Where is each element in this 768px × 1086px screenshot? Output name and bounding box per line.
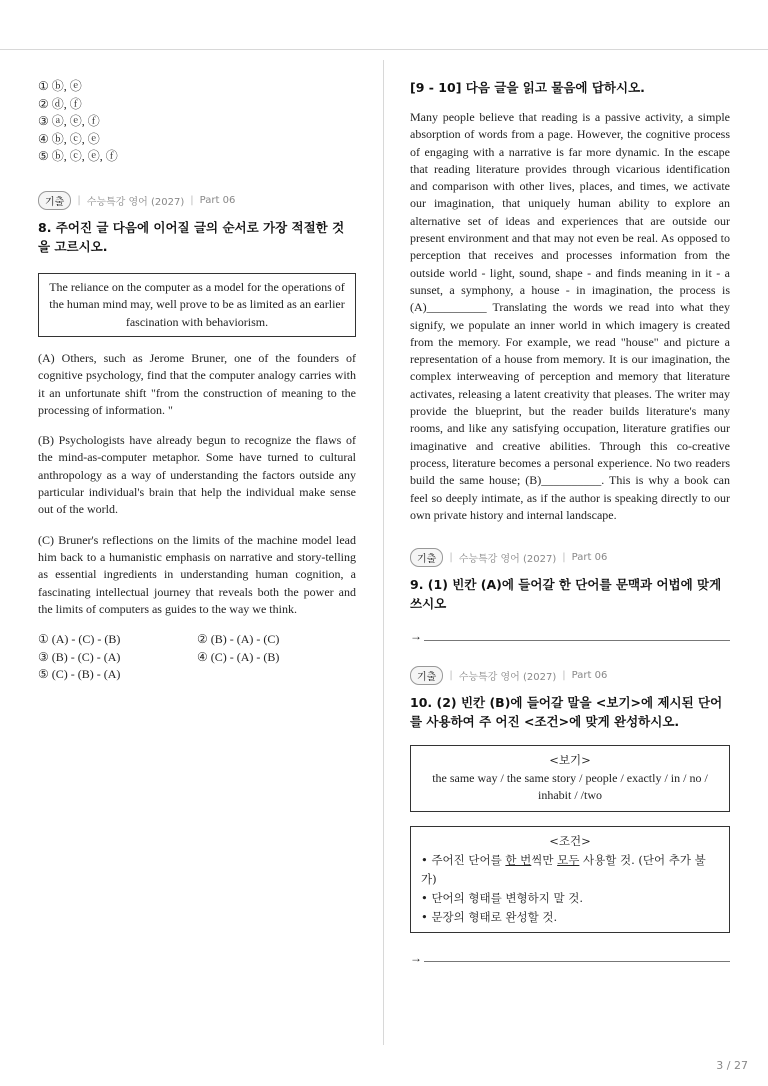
exam-tag: 기출 [410, 548, 443, 567]
previous-choices [38, 78, 356, 166]
meta-separator: | [562, 552, 566, 564]
condition-1 [421, 851, 719, 889]
meta-separator: | [449, 552, 453, 564]
choice-item: ③ ⓐ, ⓔ, ⓕ [38, 114, 100, 128]
condition-title: <조건> [549, 833, 591, 848]
q10-answer-line[interactable] [410, 951, 730, 966]
bogi-box [410, 745, 730, 812]
column-divider [383, 60, 384, 1045]
exam-tag: 기출 [38, 191, 71, 210]
meta-separator: | [77, 194, 81, 206]
q9-meta [410, 548, 730, 567]
source-label: 수능특강 영어 (2027) [86, 196, 185, 208]
source-label: 수능특강 영어 (2027) [458, 672, 557, 684]
q8-title: 8. 주어진 글 다음에 이어질 글의 순서로 가장 적절한 것을 고르시오. [38, 219, 345, 254]
answer-blank[interactable] [424, 639, 730, 641]
option-4[interactable]: ④ (C) - (A) - (B) [197, 649, 280, 664]
option-3[interactable]: ③ (B) - (C) - (A) [38, 649, 121, 664]
condition-box [410, 826, 730, 933]
q8-options [38, 631, 356, 684]
option-5[interactable]: ⑤ (C) - (B) - (A) [38, 667, 121, 682]
bogi-words: the same way / the same story / people / exactly / in / no / inhabit / /two [432, 770, 708, 803]
option-1[interactable]: ① (A) - (C) - (B) [38, 632, 121, 647]
q9-answer-line[interactable] [410, 629, 730, 644]
passage-text: Many people believe that reading is a passive activity, a simple absorption of words from a page. However, the cognitive process of engaging with a narrative is far more dynamic. In the escape that reading literature provides through vicarious identification and comparison with other lives, places, and times, we activate our imagination, that uniquely human ability to explore an alternative set of ideas and experiences that are outside our present environment and that may not even be real. As opposed to perception that receives and processes information from the outside world - light, sound, shape - and finds meaning in it - a sunset, a symphony, a house - in imagination, the process is (A)__________ Translating the words we read into what they signify, we populate an inner world in which imagery is created from the memory. For example, we read "house" and picture a representation of a house from memory. It is our imagination, the complex interweaving of perception and memory that literature activates, releasing a latent creativity that pleases. The writer may provide the blueprint, but the reader builds literature's many rooms, and like any satisfying occupation, literature gratifies our imaginative and creative abilities. Through this co-creative process, literature becomes a personal experience. No two readers build the same house; (B)__________. This is why a book can feel so deeply intimate, as if the author is speaking directly to our own private history and internal landscape. [410, 110, 730, 522]
arrow-icon: → [410, 629, 422, 644]
condition-2: • 단어의 형태를 변형하지 말 것. [421, 890, 584, 905]
condition-text: • 주어진 단어를 [421, 852, 506, 867]
right-column [410, 78, 730, 966]
arrow-icon: → [410, 950, 422, 965]
condition-text: 사용할 것. (단어 추가 불가) [421, 852, 706, 886]
condition-text: 씩만 [531, 852, 558, 867]
q8-paragraph-a: (A) Others, such as Jerome Bruner, one of the founders of cognitive psychology, find that the computer analogy carries with it an unfortunate shift "from the construction of meaning to the processing of information. " [38, 351, 356, 417]
option-2[interactable]: ② (B) - (A) - (C) [197, 632, 280, 647]
left-column [38, 78, 356, 684]
page-number: 3 / 27 [716, 1059, 748, 1072]
choice-item: ④ ⓑ, ⓒ, ⓔ [38, 131, 100, 146]
condition-3: • 문장의 형태로 완성할 것. [421, 909, 558, 924]
part-label: Part 06 [199, 194, 236, 206]
choice-item: ⑤ ⓑ, ⓒ, ⓔ, ⓕ [38, 149, 118, 163]
answer-blank[interactable] [424, 960, 730, 962]
meta-separator: | [190, 194, 194, 206]
q8-paragraph-c: (C) Bruner's reflections on the limits of the machine model lead him back to a humanistic emphasis on narrative and story-telling as essential ingredients in understanding human cognition, a fascinating intellectual journey that reveals both the power and the limits of computers as guides to the way we think. [38, 532, 356, 616]
q10-meta [410, 666, 730, 685]
meta-separator: | [562, 670, 566, 682]
meta-separator: | [449, 670, 453, 682]
bogi-title: <보기> [549, 753, 591, 768]
passage-heading: [9 - 10] 다음 글을 읽고 물음에 답하시오. [410, 80, 645, 95]
choice-item: ② ⓓ, ⓕ [38, 96, 82, 111]
q8-paragraph-b: (B) Psychologists have already begun to recognize the flaws of the mind-as-computer metaphor. Some have turned to cultural anthropology as a way of understanding the factors outside any particular individual's brain that help the individual make sense out of the world. [38, 433, 356, 517]
choice-item: ① ⓑ, ⓔ [38, 79, 82, 93]
q9-title: 9. (1) 빈칸 (A)에 들어갈 한 단어를 문맥과 어법에 맞게 쓰시오 [410, 577, 722, 612]
underlined-text: 모두 [557, 852, 580, 867]
q8-given-box: The reliance on the computer as a model for the operations of the human mind may, well prove to be as limited as an earlier fascination with behaviorism. [38, 273, 356, 338]
part-label: Part 06 [571, 552, 608, 564]
q10-title: 10. (2) 빈칸 (B)에 들어갈 말을 <보기>에 제시된 단어를 사용하여 주 어진 <조건>에 맞게 완성하시오. [410, 695, 723, 730]
q8-meta [38, 191, 356, 210]
exam-tag: 기출 [410, 666, 443, 685]
underlined-text: 한 번 [505, 852, 532, 867]
header-rule [0, 49, 768, 50]
source-label: 수능특강 영어 (2027) [458, 554, 557, 566]
part-label: Part 06 [571, 670, 608, 682]
